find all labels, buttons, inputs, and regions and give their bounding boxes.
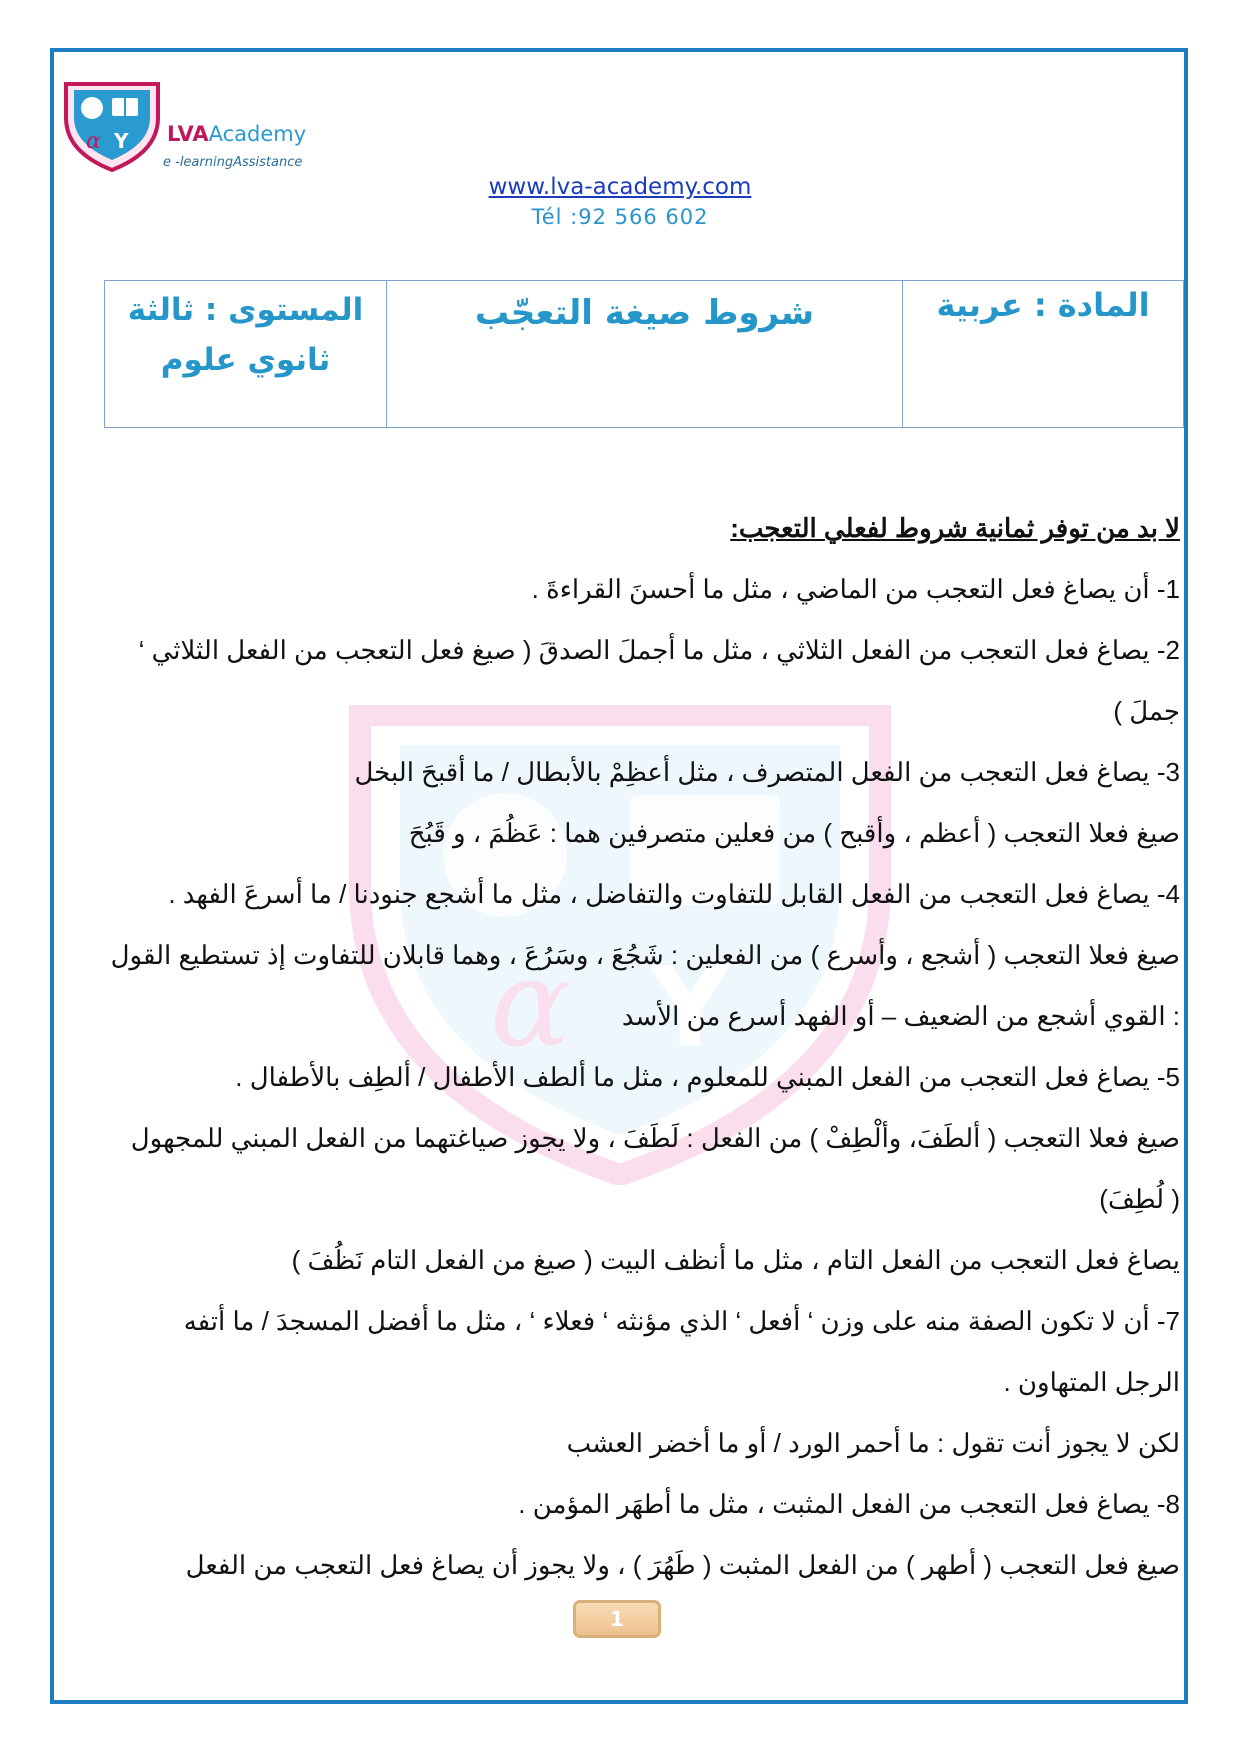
body-line: 1- أن يصاغ فعل التعجب من الماضي ، مثل ما أحسنَ القراءةَ .	[531, 574, 1180, 604]
body-line: صيغ فعلا التعجب ( أشجع ، وأسرع ) من الفعلين : شَجُعَ ، وسَرُعَ ، وهما قابلان للتفاوت إذ تستطيع القول	[110, 940, 1180, 970]
body-line: 4- يصاغ فعل التعجب من الفعل القابل للتفاوت والتفاضل ، مثل ما أشجع جنودنا / ما أسرعَ الفهد .	[168, 879, 1180, 909]
svg-text:α: α	[86, 129, 101, 154]
body-line: صيغ فعلا التعجب ( أعظم ، وأقبح ) من فعلين متصرفين هما : عَظُمَ ، و قَبُحَ	[408, 818, 1180, 848]
body-line: : القوي أشجع من الضعيف – أو الفهد أسرع من الأسد	[621, 1001, 1180, 1031]
body-line: 7- أن لا تكون الصفة منه على وزن ‘ أفعل ‘ الذي مؤنثه ‘ فعلاء ‘ ، مثل ما أفضل المسجدَ / ما أتفه	[183, 1306, 1180, 1336]
body-line: صيغ فعل التعجب ( أطهر ) من الفعل المثبت ( طَهُرَ ) ، ولا يجوز أن يصاغ فعل التعجب من الفعل	[185, 1550, 1180, 1580]
body-line: 8- يصاغ فعل التعجب من الفعل المثبت ، مثل ما أطهَر المؤمن .	[518, 1489, 1180, 1519]
subject-cell: المادة : عربية	[936, 286, 1150, 324]
body-line: جملَ )	[1113, 696, 1180, 726]
body-line: يصاغ فعل التعجب من الفعل التام ، مثل ما أنظف البيت ( صيغ من الفعل التام نَظُفَ )	[291, 1245, 1180, 1275]
body-line: 2- يصاغ فعل التعجب من الفعل الثلاثي ، مثل ما أجملَ الصدقَ ( صيغ فعل التعجب من الفعل الثلاثي ‘	[138, 635, 1180, 665]
level-cell: المستوى : ثالثة ثانوي علوم	[105, 281, 387, 427]
section-heading: لا بد من توفر ثمانية شروط لفعلي التعجب:	[730, 513, 1180, 543]
body-line: صيغ فعلا التعجب ( ألطَفَ، وألْطِفْ ) من الفعل : لَطَفَ ، ولا يجوز صياغتهما من الفعل المبني للمجهول	[130, 1123, 1180, 1153]
body-line: ( لُطِفَ)	[1099, 1184, 1180, 1214]
lesson-body	[100, 498, 1180, 1596]
brand-lva: LVA	[167, 122, 209, 146]
body-line: 5- يصاغ فعل التعجب من الفعل المبني للمعلوم ، مثل ما ألطف الأطفال / ألطِف بالأطفال .	[235, 1062, 1180, 1092]
website-link[interactable]: www.lva-academy.com	[488, 174, 752, 200]
page-number: 1	[573, 1600, 661, 1638]
body-line: لكن لا يجوز أنت تقول : ما أحمر الورد / أو ما أخضر العشب	[566, 1428, 1180, 1458]
brand-tagline: e -learningAssistance	[163, 155, 303, 170]
phone-number: Tél :92 566 602	[531, 205, 709, 229]
svg-text:Y: Y	[114, 129, 129, 153]
info-table	[104, 280, 1184, 428]
svg-text:Y: Y	[650, 943, 730, 1071]
brand-academy: Academy	[208, 122, 307, 146]
lva-shield-logo-icon	[58, 78, 168, 174]
lesson-title: شروط صيغة التعجّب	[387, 281, 903, 427]
svg-text:α: α	[490, 935, 572, 1074]
body-line: الرجل المتهاون .	[1003, 1367, 1180, 1397]
body-line: 3- يصاغ فعل التعجب من الفعل المتصرف ، مثل أعظِمْ بالأبطال / ما أقبحَ البخل	[354, 757, 1180, 787]
brand-name	[167, 122, 306, 146]
